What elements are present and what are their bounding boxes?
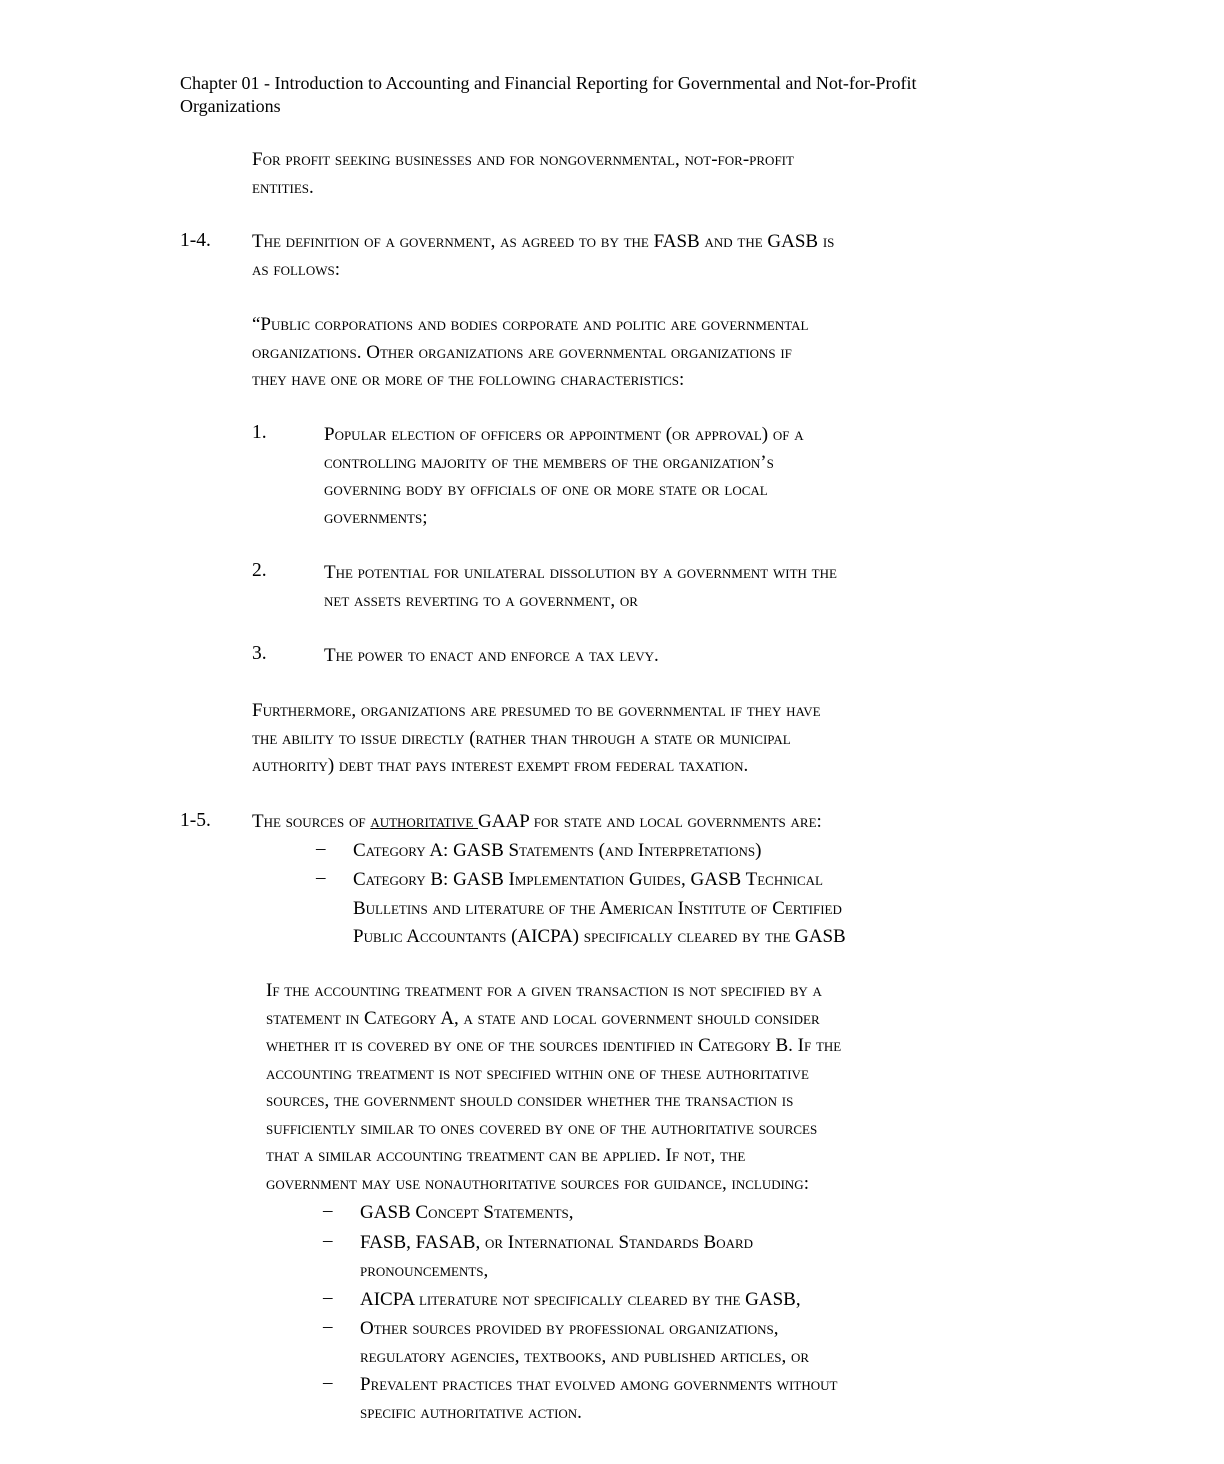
q14-intro — [252, 228, 1092, 283]
question-number-1-4: 1-4. — [180, 230, 211, 251]
q14-quote — [252, 311, 1092, 394]
category-item — [353, 837, 1093, 865]
q14-quote-line-3: they have one or more of the following characteristics: — [252, 369, 685, 390]
paragraph-line: whether it is covered by one of the sources identified in Category B. If the — [266, 1035, 842, 1056]
dash-bullet: – — [323, 1316, 333, 1337]
q15-intro-post: GAAP for state and local governments are: — [478, 811, 822, 832]
furthermore-line-1: Furthermore, organizations are presumed to be governmental if they have — [252, 700, 821, 721]
source-item — [360, 1371, 1100, 1426]
q15-paragraph — [266, 977, 1096, 1197]
source-item — [360, 1229, 1100, 1284]
list-item-line: Popular election of officers or appointment (or approval) of a — [324, 424, 804, 445]
dash-bullet: – — [316, 867, 326, 888]
paragraph-line: statement in Category A, a state and local government should consider — [266, 1007, 820, 1029]
source-line: Prevalent practices that evolved among governments without — [360, 1374, 838, 1395]
category-line: Category A: GASB Statements (and Interpretations) — [353, 840, 762, 861]
source-item — [360, 1286, 1100, 1314]
source-line: regulatory agencies, textbooks, and published articles, or — [360, 1345, 810, 1367]
paragraph-line: If the accounting treatment for a given transaction is not specified by a — [266, 980, 822, 1001]
list-item-line: governments; — [324, 506, 428, 528]
source-item — [360, 1315, 1100, 1370]
list-item-line: governing body by officials of one or more state or local — [324, 479, 768, 500]
source-line: AICPA literature not specifically cleared by the GASB, — [360, 1289, 801, 1310]
page-header — [180, 72, 1040, 118]
paragraph-line: government may use nonauthoritative sources for guidance, including: — [266, 1172, 809, 1194]
header-title-line-2: Organizations — [180, 96, 281, 116]
list-item-number: 3. — [252, 643, 267, 664]
list-item-number: 2. — [252, 560, 267, 581]
dash-bullet: – — [323, 1200, 333, 1221]
q14-quote-line-1: “Public corporations and bodies corporate and politic are governmental — [252, 314, 809, 335]
category-line: Public Accountants (AICPA) specifically cleared by the GASB — [353, 926, 846, 947]
list-item-line: The potential for unilateral dissolution by a government with the — [324, 562, 837, 583]
category-item — [353, 866, 1093, 952]
dash-bullet: – — [323, 1287, 333, 1308]
source-line: pronouncements, — [360, 1259, 489, 1281]
list-item-line: The power to enact and enforce a tax levy. — [324, 645, 659, 666]
list-item — [324, 559, 1084, 614]
list-item-line: controlling majority of the members of the organization’s — [324, 451, 774, 473]
list-item-number: 1. — [252, 422, 267, 443]
continuation-line-1: For profit seeking businesses and for nongovernmental, not-for-profit — [252, 149, 794, 170]
q14-intro-line-1: The definition of a government, as agreed to by the FASB and the GASB is — [252, 231, 835, 252]
question-number-1-5: 1-5. — [180, 810, 211, 831]
paragraph-line: sources, the government should consider whether the transaction is — [266, 1090, 794, 1111]
q14-intro-line-2: as follows: — [252, 258, 341, 280]
paragraph-line: that a similar accounting treatment can be applied. If not, the — [266, 1145, 746, 1166]
source-line: FASB, FASAB, or International Standards Board — [360, 1232, 754, 1253]
q15-intro-underlined: authoritative — [370, 811, 479, 832]
furthermore-line-2: the ability to issue directly (rather than through a state or municipal — [252, 727, 791, 749]
category-line: Category B: GASB Implementation Guides, GASB Technical — [353, 869, 823, 890]
q14-quote-line-2: organizations. Other organizations are governmental organizations if — [252, 341, 792, 363]
source-line: specific authoritative action. — [360, 1401, 582, 1423]
q14-furthermore — [252, 697, 1092, 780]
furthermore-line-3: authority) debt that pays interest exempt from federal taxation. — [252, 755, 749, 776]
continuation-line-2: entities. — [252, 176, 314, 198]
dash-bullet: – — [316, 838, 326, 859]
list-item — [324, 642, 1084, 670]
list-item-line: net assets reverting to a government, or — [324, 589, 638, 611]
q15-intro-pre: The sources of — [252, 811, 371, 832]
paragraph-line: accounting treatment is not specified within one of these authoritative — [266, 1062, 809, 1084]
source-line: GASB Concept Statements, — [360, 1202, 574, 1223]
dash-bullet: – — [323, 1372, 333, 1393]
source-item — [360, 1199, 1100, 1227]
dash-bullet: – — [323, 1230, 333, 1251]
category-line: Bulletins and literature of the American Institute of Certified — [353, 897, 842, 919]
q15-intro — [252, 808, 1112, 836]
paragraph-line: sufficiently similar to ones covered by one of the authoritative sources — [266, 1117, 818, 1139]
continuation-paragraph — [252, 146, 1082, 201]
source-line: Other sources provided by professional organizations, — [360, 1318, 779, 1339]
header-title-line-1: Chapter 01 - Introduction to Accounting and Financial Reporting for Governmental and Not-for-Profit — [180, 73, 917, 93]
list-item — [324, 421, 1084, 531]
